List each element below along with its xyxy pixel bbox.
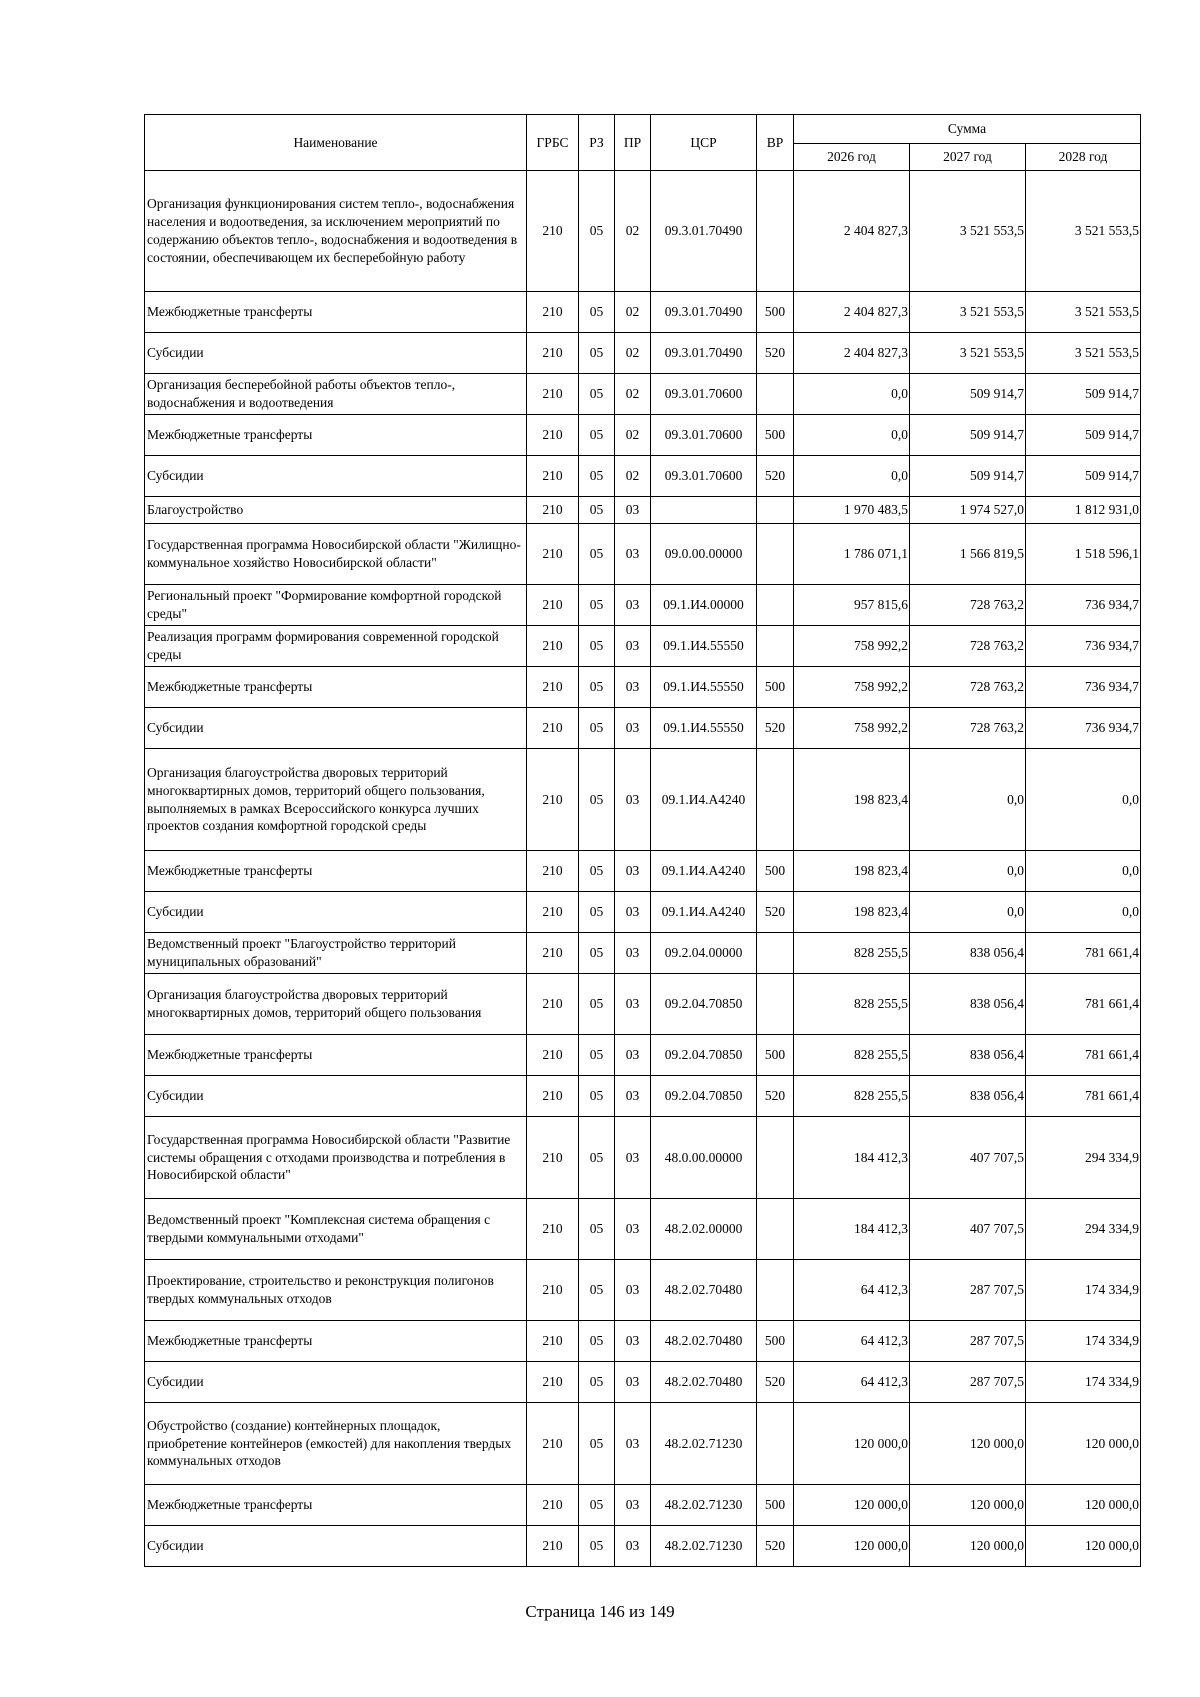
cell-sum-2028: 3 521 553,5 bbox=[1026, 171, 1141, 292]
page-number: Страница 146 из 149 bbox=[525, 1602, 675, 1621]
cell-pr: 03 bbox=[615, 1485, 651, 1526]
table-row bbox=[145, 1362, 1141, 1403]
cell-sum-2026: 120 000,0 bbox=[794, 1403, 910, 1485]
table-body bbox=[145, 171, 1141, 1567]
cell-grbs: 210 bbox=[527, 1485, 579, 1526]
cell-name: Организация функционирования систем тепло-, водоснабжения населения и водоотведения, за исключением мероприятий по содержанию объектов тепло-, водоснабжения и водоотведения в состоянии, обеспечивающем их бесперебойную работу bbox=[145, 171, 527, 292]
cell-sum-2026: 64 412,3 bbox=[794, 1362, 910, 1403]
cell-csr: 48.2.02.00000 bbox=[651, 1199, 757, 1260]
cell-grbs: 210 bbox=[527, 708, 579, 749]
cell-sum-2028: 0,0 bbox=[1026, 851, 1141, 892]
cell-sum-2026: 198 823,4 bbox=[794, 892, 910, 933]
cell-vr bbox=[757, 1403, 794, 1485]
cell-rz: 05 bbox=[579, 524, 615, 585]
table-row bbox=[145, 1403, 1141, 1485]
cell-pr: 03 bbox=[615, 585, 651, 626]
cell-sum-2028: 174 334,9 bbox=[1026, 1321, 1141, 1362]
table-row bbox=[145, 374, 1141, 415]
cell-sum-2027: 287 707,5 bbox=[910, 1321, 1026, 1362]
table-row bbox=[145, 415, 1141, 456]
cell-csr: 09.1.И4.А4240 bbox=[651, 749, 757, 851]
cell-vr: 500 bbox=[757, 1321, 794, 1362]
cell-pr: 03 bbox=[615, 1035, 651, 1076]
cell-rz: 05 bbox=[579, 1321, 615, 1362]
cell-rz: 05 bbox=[579, 1117, 615, 1199]
cell-sum-2026: 828 255,5 bbox=[794, 1035, 910, 1076]
cell-vr bbox=[757, 374, 794, 415]
cell-sum-2027: 3 521 553,5 bbox=[910, 171, 1026, 292]
cell-sum-2028: 120 000,0 bbox=[1026, 1526, 1141, 1567]
cell-rz: 05 bbox=[579, 333, 615, 374]
cell-sum-2027: 0,0 bbox=[910, 892, 1026, 933]
table-row bbox=[145, 1199, 1141, 1260]
cell-pr: 03 bbox=[615, 708, 651, 749]
cell-sum-2027: 728 763,2 bbox=[910, 585, 1026, 626]
cell-sum-2026: 184 412,3 bbox=[794, 1199, 910, 1260]
cell-name: Организация бесперебойной работы объектов тепло-, водоснабжения и водоотведения bbox=[145, 374, 527, 415]
cell-name: Межбюджетные трансферты bbox=[145, 1321, 527, 1362]
cell-pr: 02 bbox=[615, 292, 651, 333]
table-row bbox=[145, 585, 1141, 626]
cell-csr: 48.2.02.70480 bbox=[651, 1321, 757, 1362]
cell-pr: 02 bbox=[615, 333, 651, 374]
header-year-2026: 2026 год bbox=[794, 144, 910, 171]
cell-rz: 05 bbox=[579, 1260, 615, 1321]
cell-pr: 03 bbox=[615, 626, 651, 667]
table-row bbox=[145, 708, 1141, 749]
cell-csr: 09.1.И4.55550 bbox=[651, 626, 757, 667]
cell-name: Субсидии bbox=[145, 708, 527, 749]
cell-rz: 05 bbox=[579, 667, 615, 708]
cell-csr: 09.3.01.70490 bbox=[651, 171, 757, 292]
header-name: Наименование bbox=[145, 115, 527, 171]
cell-sum-2028: 0,0 bbox=[1026, 749, 1141, 851]
cell-name: Субсидии bbox=[145, 456, 527, 497]
cell-pr: 03 bbox=[615, 851, 651, 892]
cell-name: Обустройство (создание) контейнерных площадок, приобретение контейнеров (емкостей) для накопления твердых коммунальных отходов bbox=[145, 1403, 527, 1485]
cell-sum-2027: 3 521 553,5 bbox=[910, 292, 1026, 333]
table-row bbox=[145, 851, 1141, 892]
cell-rz: 05 bbox=[579, 1485, 615, 1526]
cell-sum-2026: 2 404 827,3 bbox=[794, 171, 910, 292]
cell-rz: 05 bbox=[579, 374, 615, 415]
cell-csr: 09.1.И4.А4240 bbox=[651, 892, 757, 933]
cell-pr: 03 bbox=[615, 749, 651, 851]
cell-sum-2027: 407 707,5 bbox=[910, 1199, 1026, 1260]
cell-csr: 09.2.04.70850 bbox=[651, 1076, 757, 1117]
cell-name: Субсидии bbox=[145, 1076, 527, 1117]
cell-name: Межбюджетные трансферты bbox=[145, 415, 527, 456]
cell-grbs: 210 bbox=[527, 1321, 579, 1362]
cell-sum-2027: 728 763,2 bbox=[910, 667, 1026, 708]
cell-sum-2027: 120 000,0 bbox=[910, 1485, 1026, 1526]
cell-grbs: 210 bbox=[527, 1403, 579, 1485]
cell-name: Межбюджетные трансферты bbox=[145, 851, 527, 892]
cell-grbs: 210 bbox=[527, 1260, 579, 1321]
cell-pr: 03 bbox=[615, 667, 651, 708]
cell-sum-2028: 174 334,9 bbox=[1026, 1260, 1141, 1321]
cell-pr: 03 bbox=[615, 524, 651, 585]
cell-pr: 02 bbox=[615, 456, 651, 497]
cell-csr: 09.3.01.70600 bbox=[651, 374, 757, 415]
cell-sum-2028: 294 334,9 bbox=[1026, 1199, 1141, 1260]
cell-sum-2027: 728 763,2 bbox=[910, 626, 1026, 667]
cell-csr: 48.2.02.71230 bbox=[651, 1526, 757, 1567]
table-row bbox=[145, 1260, 1141, 1321]
cell-sum-2026: 184 412,3 bbox=[794, 1117, 910, 1199]
cell-grbs: 210 bbox=[527, 497, 579, 524]
cell-vr: 500 bbox=[757, 1485, 794, 1526]
cell-pr: 03 bbox=[615, 1321, 651, 1362]
cell-sum-2026: 758 992,2 bbox=[794, 626, 910, 667]
cell-sum-2026: 828 255,5 bbox=[794, 1076, 910, 1117]
table-row bbox=[145, 497, 1141, 524]
cell-sum-2026: 2 404 827,3 bbox=[794, 292, 910, 333]
cell-csr: 09.1.И4.А4240 bbox=[651, 851, 757, 892]
cell-name: Межбюджетные трансферты bbox=[145, 1035, 527, 1076]
cell-grbs: 210 bbox=[527, 374, 579, 415]
cell-rz: 05 bbox=[579, 1076, 615, 1117]
cell-sum-2028: 509 914,7 bbox=[1026, 374, 1141, 415]
cell-vr: 500 bbox=[757, 851, 794, 892]
cell-vr: 520 bbox=[757, 456, 794, 497]
cell-pr: 03 bbox=[615, 1117, 651, 1199]
cell-grbs: 210 bbox=[527, 524, 579, 585]
cell-rz: 05 bbox=[579, 585, 615, 626]
header-rz: РЗ bbox=[579, 115, 615, 171]
header-pr: ПР bbox=[615, 115, 651, 171]
table-row bbox=[145, 333, 1141, 374]
cell-vr: 520 bbox=[757, 1076, 794, 1117]
cell-name: Проектирование, строительство и реконструкция полигонов твердых коммунальных отходов bbox=[145, 1260, 527, 1321]
table-row bbox=[145, 1076, 1141, 1117]
cell-sum-2028: 1 812 931,0 bbox=[1026, 497, 1141, 524]
cell-vr bbox=[757, 1117, 794, 1199]
cell-sum-2027: 838 056,4 bbox=[910, 974, 1026, 1035]
cell-csr bbox=[651, 497, 757, 524]
cell-sum-2026: 198 823,4 bbox=[794, 851, 910, 892]
header-sum: Сумма bbox=[794, 115, 1141, 144]
cell-sum-2026: 758 992,2 bbox=[794, 708, 910, 749]
cell-grbs: 210 bbox=[527, 851, 579, 892]
table-row bbox=[145, 1117, 1141, 1199]
cell-csr: 09.2.04.70850 bbox=[651, 1035, 757, 1076]
cell-pr: 03 bbox=[615, 892, 651, 933]
cell-rz: 05 bbox=[579, 171, 615, 292]
cell-sum-2028: 0,0 bbox=[1026, 892, 1141, 933]
cell-rz: 05 bbox=[579, 292, 615, 333]
cell-grbs: 210 bbox=[527, 892, 579, 933]
cell-vr bbox=[757, 1199, 794, 1260]
cell-name: Субсидии bbox=[145, 333, 527, 374]
cell-vr bbox=[757, 749, 794, 851]
header-year-2027: 2027 год bbox=[910, 144, 1026, 171]
cell-rz: 05 bbox=[579, 626, 615, 667]
cell-pr: 03 bbox=[615, 1260, 651, 1321]
cell-pr: 02 bbox=[615, 171, 651, 292]
cell-sum-2026: 758 992,2 bbox=[794, 667, 910, 708]
cell-sum-2026: 828 255,5 bbox=[794, 933, 910, 974]
cell-rz: 05 bbox=[579, 1362, 615, 1403]
cell-name: Субсидии bbox=[145, 1526, 527, 1567]
cell-vr bbox=[757, 524, 794, 585]
cell-sum-2027: 509 914,7 bbox=[910, 415, 1026, 456]
cell-vr bbox=[757, 171, 794, 292]
cell-sum-2027: 838 056,4 bbox=[910, 1076, 1026, 1117]
cell-name: Региональный проект "Формирование комфортной городской среды" bbox=[145, 585, 527, 626]
cell-grbs: 210 bbox=[527, 974, 579, 1035]
cell-sum-2027: 509 914,7 bbox=[910, 456, 1026, 497]
cell-csr: 09.3.01.70600 bbox=[651, 415, 757, 456]
cell-vr: 520 bbox=[757, 708, 794, 749]
table-row bbox=[145, 749, 1141, 851]
cell-sum-2026: 120 000,0 bbox=[794, 1526, 910, 1567]
cell-sum-2028: 781 661,4 bbox=[1026, 933, 1141, 974]
cell-vr: 520 bbox=[757, 333, 794, 374]
cell-sum-2026: 0,0 bbox=[794, 415, 910, 456]
table-row bbox=[145, 456, 1141, 497]
cell-csr: 09.1.И4.00000 bbox=[651, 585, 757, 626]
cell-csr: 48.2.02.71230 bbox=[651, 1485, 757, 1526]
cell-csr: 09.3.01.70490 bbox=[651, 333, 757, 374]
cell-pr: 02 bbox=[615, 374, 651, 415]
table-row bbox=[145, 974, 1141, 1035]
cell-pr: 03 bbox=[615, 933, 651, 974]
table-row bbox=[145, 892, 1141, 933]
cell-sum-2028: 3 521 553,5 bbox=[1026, 292, 1141, 333]
cell-pr: 02 bbox=[615, 415, 651, 456]
cell-vr: 520 bbox=[757, 892, 794, 933]
cell-sum-2028: 781 661,4 bbox=[1026, 974, 1141, 1035]
cell-sum-2028: 120 000,0 bbox=[1026, 1485, 1141, 1526]
cell-sum-2026: 1 970 483,5 bbox=[794, 497, 910, 524]
cell-name: Благоустройство bbox=[145, 497, 527, 524]
cell-pr: 03 bbox=[615, 974, 651, 1035]
cell-sum-2028: 736 934,7 bbox=[1026, 667, 1141, 708]
cell-sum-2027: 3 521 553,5 bbox=[910, 333, 1026, 374]
cell-name: Организация благоустройства дворовых территорий многоквартирных домов, территорий общего пользования, выполняемых в рамках Всероссийского конкурса лучших проектов создания комфортной городской среды bbox=[145, 749, 527, 851]
cell-sum-2026: 1 786 071,1 bbox=[794, 524, 910, 585]
cell-grbs: 210 bbox=[527, 585, 579, 626]
cell-rz: 05 bbox=[579, 974, 615, 1035]
cell-pr: 03 bbox=[615, 1526, 651, 1567]
cell-sum-2028: 509 914,7 bbox=[1026, 415, 1141, 456]
cell-vr bbox=[757, 1260, 794, 1321]
cell-csr: 09.2.04.00000 bbox=[651, 933, 757, 974]
cell-sum-2027: 120 000,0 bbox=[910, 1403, 1026, 1485]
cell-grbs: 210 bbox=[527, 1076, 579, 1117]
cell-vr bbox=[757, 626, 794, 667]
budget-table bbox=[144, 114, 1141, 1567]
cell-grbs: 210 bbox=[527, 749, 579, 851]
table-row bbox=[145, 1035, 1141, 1076]
cell-grbs: 210 bbox=[527, 292, 579, 333]
cell-sum-2028: 781 661,4 bbox=[1026, 1076, 1141, 1117]
cell-csr: 48.0.00.00000 bbox=[651, 1117, 757, 1199]
cell-grbs: 210 bbox=[527, 1362, 579, 1403]
header-year-2028: 2028 год bbox=[1026, 144, 1141, 171]
table-row bbox=[145, 292, 1141, 333]
cell-sum-2026: 0,0 bbox=[794, 456, 910, 497]
table-row bbox=[145, 626, 1141, 667]
cell-sum-2027: 1 566 819,5 bbox=[910, 524, 1026, 585]
cell-pr: 03 bbox=[615, 1403, 651, 1485]
cell-rz: 05 bbox=[579, 892, 615, 933]
cell-sum-2028: 736 934,7 bbox=[1026, 585, 1141, 626]
cell-rz: 05 bbox=[579, 415, 615, 456]
cell-vr: 500 bbox=[757, 667, 794, 708]
cell-name: Государственная программа Новосибирской области "Жилищно-коммунальное хозяйство Новосибирской области" bbox=[145, 524, 527, 585]
cell-vr: 500 bbox=[757, 292, 794, 333]
cell-csr: 09.1.И4.55550 bbox=[651, 708, 757, 749]
table-row bbox=[145, 1526, 1141, 1567]
cell-name: Организация благоустройства дворовых территорий многоквартирных домов, территорий общего пользования bbox=[145, 974, 527, 1035]
cell-sum-2028: 736 934,7 bbox=[1026, 626, 1141, 667]
cell-rz: 05 bbox=[579, 1526, 615, 1567]
cell-name: Субсидии bbox=[145, 1362, 527, 1403]
cell-sum-2028: 736 934,7 bbox=[1026, 708, 1141, 749]
cell-sum-2027: 120 000,0 bbox=[910, 1526, 1026, 1567]
cell-sum-2026: 64 412,3 bbox=[794, 1321, 910, 1362]
header-csr: ЦСР bbox=[651, 115, 757, 171]
cell-grbs: 210 bbox=[527, 933, 579, 974]
cell-sum-2027: 287 707,5 bbox=[910, 1362, 1026, 1403]
cell-name: Межбюджетные трансферты bbox=[145, 667, 527, 708]
table-row bbox=[145, 1485, 1141, 1526]
cell-sum-2027: 838 056,4 bbox=[910, 933, 1026, 974]
cell-csr: 48.2.02.70480 bbox=[651, 1362, 757, 1403]
cell-sum-2028: 509 914,7 bbox=[1026, 456, 1141, 497]
cell-name: Государственная программа Новосибирской области "Развитие системы обращения с отходами производства и потребления в Новосибирской области" bbox=[145, 1117, 527, 1199]
cell-rz: 05 bbox=[579, 933, 615, 974]
cell-sum-2027: 1 974 527,0 bbox=[910, 497, 1026, 524]
cell-grbs: 210 bbox=[527, 667, 579, 708]
cell-name: Межбюджетные трансферты bbox=[145, 292, 527, 333]
cell-sum-2026: 120 000,0 bbox=[794, 1485, 910, 1526]
cell-pr: 03 bbox=[615, 1199, 651, 1260]
cell-sum-2027: 407 707,5 bbox=[910, 1117, 1026, 1199]
cell-sum-2028: 294 334,9 bbox=[1026, 1117, 1141, 1199]
cell-grbs: 210 bbox=[527, 171, 579, 292]
cell-sum-2028: 3 521 553,5 bbox=[1026, 333, 1141, 374]
cell-pr: 03 bbox=[615, 497, 651, 524]
cell-sum-2026: 828 255,5 bbox=[794, 974, 910, 1035]
cell-rz: 05 bbox=[579, 497, 615, 524]
cell-sum-2028: 120 000,0 bbox=[1026, 1403, 1141, 1485]
cell-grbs: 210 bbox=[527, 1199, 579, 1260]
cell-vr: 500 bbox=[757, 1035, 794, 1076]
cell-csr: 09.3.01.70600 bbox=[651, 456, 757, 497]
cell-name: Ведомственный проект "Благоустройство территорий муниципальных образований" bbox=[145, 933, 527, 974]
cell-vr: 520 bbox=[757, 1526, 794, 1567]
cell-sum-2026: 957 815,6 bbox=[794, 585, 910, 626]
cell-sum-2026: 198 823,4 bbox=[794, 749, 910, 851]
cell-name: Реализация программ формирования современной городской среды bbox=[145, 626, 527, 667]
cell-grbs: 210 bbox=[527, 1035, 579, 1076]
table-row bbox=[145, 171, 1141, 292]
cell-sum-2028: 781 661,4 bbox=[1026, 1035, 1141, 1076]
cell-vr: 520 bbox=[757, 1362, 794, 1403]
cell-grbs: 210 bbox=[527, 626, 579, 667]
table-header bbox=[145, 115, 1141, 171]
cell-vr bbox=[757, 497, 794, 524]
cell-grbs: 210 bbox=[527, 415, 579, 456]
cell-csr: 09.0.00.00000 bbox=[651, 524, 757, 585]
cell-csr: 48.2.02.71230 bbox=[651, 1403, 757, 1485]
cell-sum-2028: 174 334,9 bbox=[1026, 1362, 1141, 1403]
cell-rz: 05 bbox=[579, 749, 615, 851]
cell-sum-2026: 64 412,3 bbox=[794, 1260, 910, 1321]
cell-sum-2027: 287 707,5 bbox=[910, 1260, 1026, 1321]
table-row bbox=[145, 667, 1141, 708]
cell-vr: 500 bbox=[757, 415, 794, 456]
cell-sum-2027: 728 763,2 bbox=[910, 708, 1026, 749]
table-row bbox=[145, 1321, 1141, 1362]
cell-name: Ведомственный проект "Комплексная система обращения с твердыми коммунальными отходами" bbox=[145, 1199, 527, 1260]
cell-pr: 03 bbox=[615, 1362, 651, 1403]
cell-sum-2027: 0,0 bbox=[910, 749, 1026, 851]
table-row bbox=[145, 524, 1141, 585]
cell-csr: 48.2.02.70480 bbox=[651, 1260, 757, 1321]
cell-grbs: 210 bbox=[527, 333, 579, 374]
cell-vr bbox=[757, 933, 794, 974]
cell-csr: 09.3.01.70490 bbox=[651, 292, 757, 333]
header-vr: ВР bbox=[757, 115, 794, 171]
cell-rz: 05 bbox=[579, 1035, 615, 1076]
cell-rz: 05 bbox=[579, 708, 615, 749]
cell-sum-2028: 1 518 596,1 bbox=[1026, 524, 1141, 585]
cell-grbs: 210 bbox=[527, 456, 579, 497]
cell-vr bbox=[757, 974, 794, 1035]
cell-sum-2026: 0,0 bbox=[794, 374, 910, 415]
cell-name: Субсидии bbox=[145, 892, 527, 933]
cell-rz: 05 bbox=[579, 1199, 615, 1260]
cell-sum-2027: 0,0 bbox=[910, 851, 1026, 892]
cell-grbs: 210 bbox=[527, 1526, 579, 1567]
cell-grbs: 210 bbox=[527, 1117, 579, 1199]
cell-name: Межбюджетные трансферты bbox=[145, 1485, 527, 1526]
cell-sum-2027: 509 914,7 bbox=[910, 374, 1026, 415]
header-grbs: ГРБС bbox=[527, 115, 579, 171]
cell-rz: 05 bbox=[579, 851, 615, 892]
cell-sum-2026: 2 404 827,3 bbox=[794, 333, 910, 374]
cell-pr: 03 bbox=[615, 1076, 651, 1117]
cell-rz: 05 bbox=[579, 1403, 615, 1485]
cell-vr bbox=[757, 585, 794, 626]
cell-csr: 09.2.04.70850 bbox=[651, 974, 757, 1035]
table-row bbox=[145, 933, 1141, 974]
cell-rz: 05 bbox=[579, 456, 615, 497]
cell-sum-2027: 838 056,4 bbox=[910, 1035, 1026, 1076]
cell-csr: 09.1.И4.55550 bbox=[651, 667, 757, 708]
